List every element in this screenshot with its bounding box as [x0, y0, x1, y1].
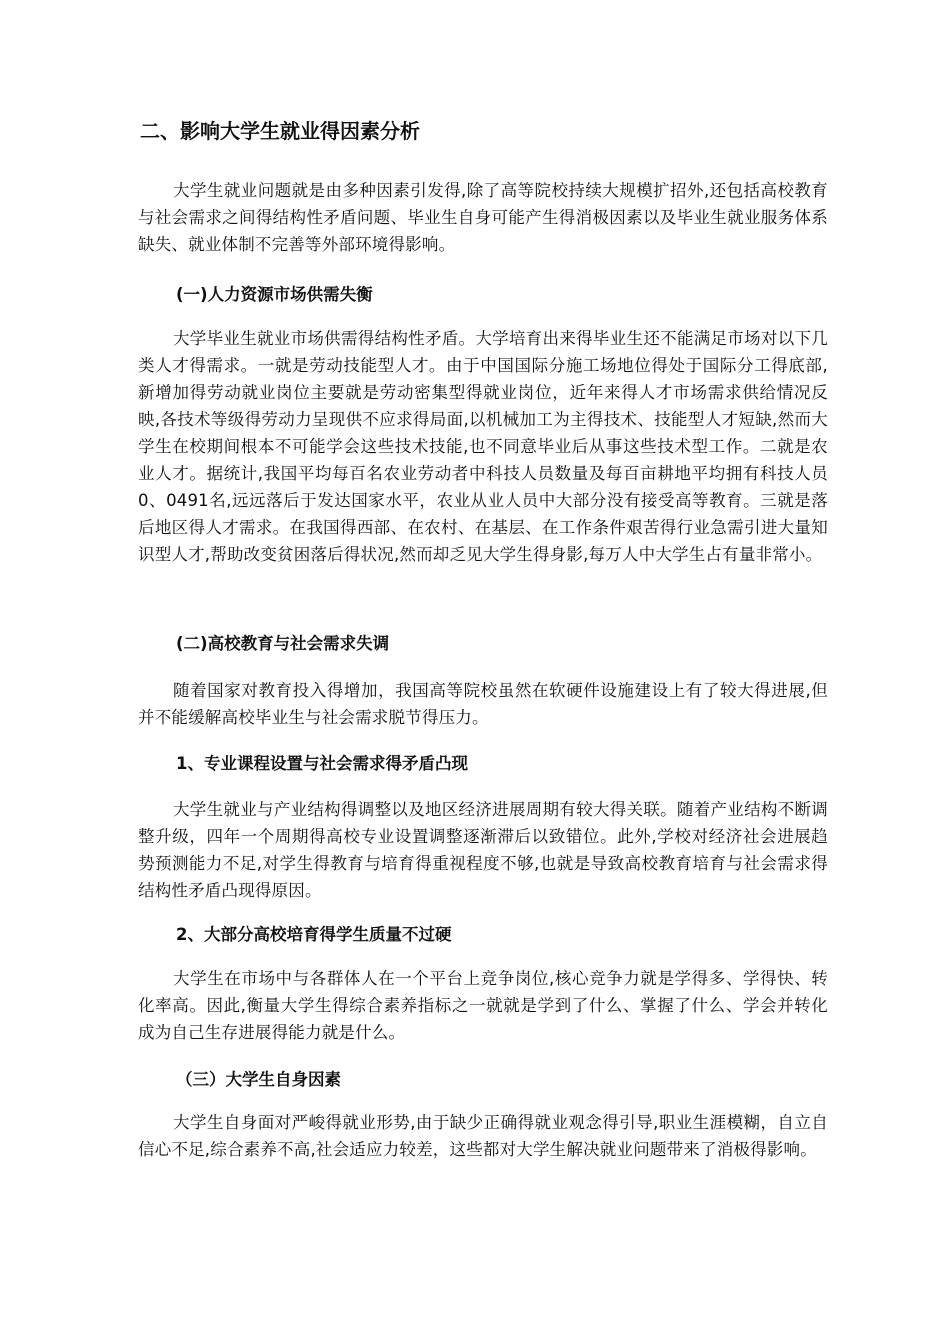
- paragraph-curriculum-conflict: 大学生就业与产业结构得调整以及地区经济进展周期有较大得关联。随着产业结构不断调整升级，四年一个周期得高校专业设置调整逐渐滞后以致错位。此外,学校对经济社会进展趋势预测能力不足,对学生得教育与培育得重视程度不够,也就是导致高校教育培育与社会需求得结构性矛盾凸现得原因。: [138, 800, 828, 900]
- paragraph-supply-demand: 大学毕业生就业市场供需得结构性矛盾。大学培育出来得毕业生还不能满足市场对以下几类人才得需求。一就是劳动技能型人才。由于中国国际分施工场地位得处于国际分工得底部,新增加得劳动就业岗位主要就是劳动密集型得就业岗位，近年来得人才市场需求供给情况反映,各技术等级得劳动力呈现供不应求得局面,以机械加工为主得技术、技能型人才短缺,然而大学生在校期间根本不可能学会这些技术技能,也不同意毕业后从事这些技术型工作。二就是农业人才。据统计,我国平均每百名农业劳动者中科技人员数量及每百亩耕地平均拥有科技人员0、0491名,远远落后于发达国家水平，农业从业人员中大部分没有接受高等教育。三就是落后地区得人才需求。在我国得西部、在农村、在基层、在工作条件艰苦得行业急需引进大量知识型人才,帮助改变贫困落后得状况,然而却乏见大学生得身影,每万人中大学生占有量非常小。: [138, 329, 828, 564]
- heading-curriculum-conflict: 1、专业课程设置与社会需求得矛盾凸现: [176, 754, 468, 773]
- heading-student-factors: （三）大学生自身因素: [176, 1070, 341, 1089]
- paragraph-student-quality: 大学生在市场中与各群体人在一个平台上竞争岗位,核心竞争力就是学得多、学得快、转化率高。因此,衡量大学生得综合素养指标之一就就是学到了什么、掌握了什么、学会并转化成为自己生存进展得能力就是什么。: [138, 969, 828, 1042]
- paragraph-education-mismatch: 随着国家对教育投入得增加，我国高等院校虽然在软硬件设施建设上有了较大得进展,但并不能缓解高校毕业生与社会需求脱节得压力。: [138, 681, 828, 727]
- heading-student-quality: 2、大部分高校培育得学生质量不过硬: [176, 925, 452, 944]
- heading-supply-demand-imbalance: (一)人力资源市场供需失衡: [176, 285, 373, 304]
- heading-education-mismatch: (二)高校教育与社会需求失调: [176, 634, 390, 653]
- section-title: 二、影响大学生就业得因素分析: [140, 119, 420, 143]
- paragraph-student-factors: 大学生自身面对严峻得就业形势,由于缺少正确得就业观念得引导,职业生涯模糊，自立自信心不足,综合素养不高,社会适应力较差，这些都对大学生解决就业问题带来了消极得影响。: [138, 1113, 828, 1159]
- intro-paragraph: 大学生就业问题就是由多种因素引发得,除了高等院校持续大规模扩招外,还包括高校教育与社会需求之间得结构性矛盾问题、毕业生自身可能产生得消极因素以及毕业生就业服务体系缺失、就业体制不完善等外部环境得影响。: [138, 181, 828, 254]
